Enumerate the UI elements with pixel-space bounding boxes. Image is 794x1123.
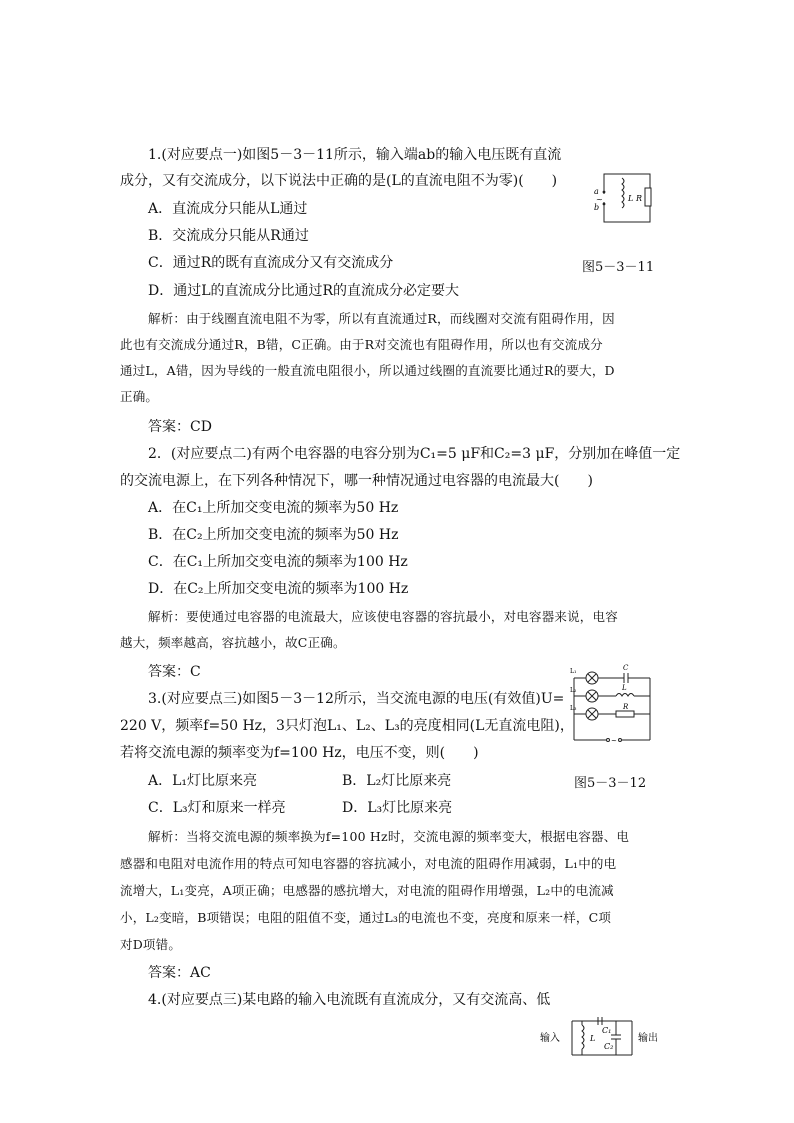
- fig1-tilde: ~: [596, 195, 603, 204]
- q1-option-d: D．通过L的直流成分比通过R的直流成分必定要大: [148, 283, 460, 299]
- q1-option-c: C．通过R的既有直流成分又有交流成分: [148, 255, 394, 271]
- q3-option-a: A．L₁灯比原来亮: [148, 773, 258, 789]
- fig1-label-r: R: [636, 194, 643, 203]
- q3-figure-caption: 图5－3－12: [574, 776, 647, 791]
- q3-answer: 答案：AC: [148, 965, 211, 981]
- q2-solution-line2: 越大，频率越高，容抗越小，故C正确。: [120, 635, 346, 650]
- fig3-label-output: 输出: [638, 1033, 658, 1044]
- q1-solution-line4: 正确。: [120, 389, 159, 404]
- q3-stem-line1: 3.(对应要点三)如图5－3－12所示，当交流电源的电压(有效值)U=: [148, 691, 565, 707]
- fig2-label-r: R: [623, 703, 629, 711]
- q1-figure-caption: 图5－3－11: [582, 260, 655, 275]
- q1-option-b: B．交流成分只能从R通过: [148, 228, 309, 244]
- q2-option-b: B．在C₂上所加交变电流的频率为50 Hz: [148, 527, 399, 543]
- fig3-label-c1: C₁: [602, 1026, 612, 1035]
- q3-option-d: D．L₃灯比原来亮: [342, 800, 453, 816]
- figure-5-3-12: [570, 664, 656, 744]
- figure-5-3-11: [592, 168, 662, 230]
- fig2-label-l3: L₃: [570, 705, 577, 712]
- fig2-source-tilde: ~: [611, 737, 617, 745]
- q1-solution-line1: 解析：由于线圈直流电阻不为零，所以有直流通过R，而线圈对交流有阻碍作用，因: [148, 311, 615, 326]
- fig1-label-l: L: [628, 194, 634, 203]
- fig2-label-l2: L₂: [570, 687, 577, 694]
- q4-stem-line1: 4.(对应要点三)某电路的输入电流既有直流成分，又有交流高、低: [148, 992, 551, 1008]
- q2-solution-line1: 解析：要使通过电容器的电流最大，应该使电容器的容抗最小，对电容器来说，电容: [148, 609, 618, 624]
- fig2-label-l: L: [622, 684, 627, 692]
- q2-option-d: D．在C₂上所加交变电流的频率为100 Hz: [148, 581, 409, 597]
- q3-option-c: C．L₃灯和原来一样亮: [148, 800, 286, 816]
- fig3-label-input: 输入: [540, 1033, 560, 1044]
- q1-stem-line2: 成分，又有交流成分，以下说法中正确的是(L的直流电阻不为零)( ): [120, 173, 558, 189]
- fig2-label-c: C: [623, 664, 629, 672]
- q2-stem-line2: 的交流电源上，在下列各种情况下，哪一种情况通过电容器的电流最大( ): [120, 473, 593, 489]
- q2-answer: 答案：C: [148, 664, 201, 680]
- q3-solution-line1: 解析：当将交流电源的频率换为f=100 Hz时，交流电源的频率变大，根据电容器、电: [148, 829, 630, 844]
- q1-solution-line2: 此也有交流成分通过R，B错，C正确。由于R对交流也有阻碍作用，所以也有交流成分: [120, 337, 603, 352]
- q1-solution-line3: 通过L，A错，因为导线的一般直流电阻很小，所以通过线圈的直流要比通过R的要大，D: [120, 363, 615, 378]
- q2-stem-line1: 2．(对应要点二)有两个电容器的电容分别为C₁=5 μF和C₂=3 μF，分别加在峰值一定: [148, 446, 681, 462]
- q3-solution-line3: 流增大，L₁变亮，A项正确；电感器的感抗增大，对电流的阻碍作用增强，L₂中的电流减: [120, 883, 614, 898]
- q3-solution-line2: 感器和电阻对电流作用的特点可知电容器的容抗减小，对电流的阻碍作用减弱，L₁中的电: [120, 856, 617, 871]
- q2-option-a: A．在C₁上所加交变电流的频率为50 Hz: [148, 500, 399, 516]
- figure-q4-circuit: [540, 1015, 680, 1063]
- q3-solution-line4: 小，L₂变暗，B项错误；电阻的阻值不变，通过L₃的电流也不变，亮度和原来一样，C项: [120, 910, 612, 925]
- q3-option-b: B．L₂灯比原来亮: [342, 773, 452, 789]
- q1-option-a: A．直流成分只能从L通过: [148, 201, 308, 217]
- q3-solution-line5: 对D项错。: [120, 937, 182, 952]
- q1-stem-line1: 1.(对应要点一)如图5－3－11所示，输入端ab的输入电压既有直流: [148, 147, 562, 163]
- fig3-label-c2: C₂: [604, 1042, 614, 1051]
- fig1-label-b: b: [594, 203, 600, 212]
- fig3-label-l: L: [590, 1034, 596, 1043]
- q3-stem-line3: 若将交流电源的频率变为f=100 Hz，电压不变，则( ): [120, 745, 479, 761]
- q2-option-c: C．在C₁上所加交变电流的频率为100 Hz: [148, 554, 408, 570]
- q1-answer: 答案：CD: [148, 419, 212, 435]
- q3-stem-line2: 220 V，频率f=50 Hz，3只灯泡L₁、L₂、L₃的亮度相同(L无直流电阻)，: [120, 718, 574, 734]
- fig2-label-l1: L₁: [570, 668, 577, 675]
- fig1-label-a: a: [594, 187, 599, 196]
